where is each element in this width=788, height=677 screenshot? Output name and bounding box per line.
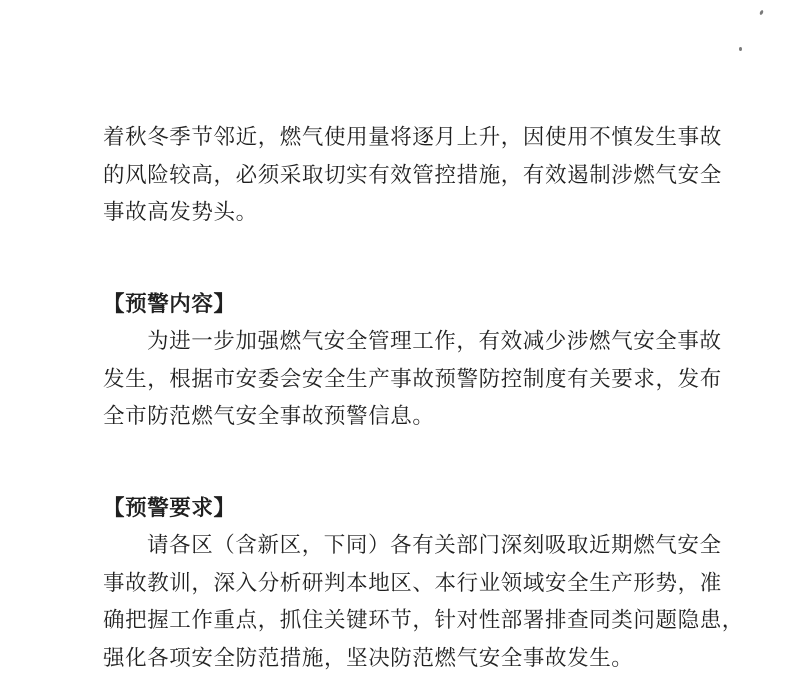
section-spacer xyxy=(103,436,703,490)
paragraph-line: 的风险较高，必须采取切实有效管控措施，有效遏制涉燃气安全 xyxy=(103,157,703,195)
section-heading-content: 【预警内容】 xyxy=(103,286,703,324)
section-heading-requirements: 【预警要求】 xyxy=(103,490,703,528)
paragraph-line: 全市防范燃气安全事故预警信息。 xyxy=(103,398,703,436)
scan-speck xyxy=(739,47,742,51)
paragraph-line: 事故教训，深入分析研判本地区、本行业领域安全生产形势，准 xyxy=(103,565,703,603)
paragraph-line: 强化各项安全防范措施，坚决防范燃气安全事故发生。 xyxy=(103,640,703,677)
content-paragraph xyxy=(103,323,703,436)
scan-speck xyxy=(759,10,764,16)
paragraph-line: 事故高发势头。 xyxy=(103,194,703,232)
requirements-paragraph xyxy=(103,527,703,677)
paragraph-line: 请各区（含新区，下同）各有关部门深刻吸取近期燃气安全 xyxy=(103,527,703,565)
intro-paragraph xyxy=(103,119,703,232)
paragraph-line: 发生，根据市安委会安全生产事故预警防控制度有关要求，发布 xyxy=(103,361,703,399)
paragraph-line: 确把握工作重点，抓住关键环节，针对性部署排查同类问题隐患， xyxy=(103,602,703,640)
document-body xyxy=(103,119,703,677)
paragraph-line: 着秋冬季节邻近，燃气使用量将逐月上升，因使用不慎发生事故 xyxy=(103,119,703,157)
section-spacer xyxy=(103,232,703,286)
paragraph-line: 为进一步加强燃气安全管理工作，有效减少涉燃气安全事故 xyxy=(103,323,703,361)
